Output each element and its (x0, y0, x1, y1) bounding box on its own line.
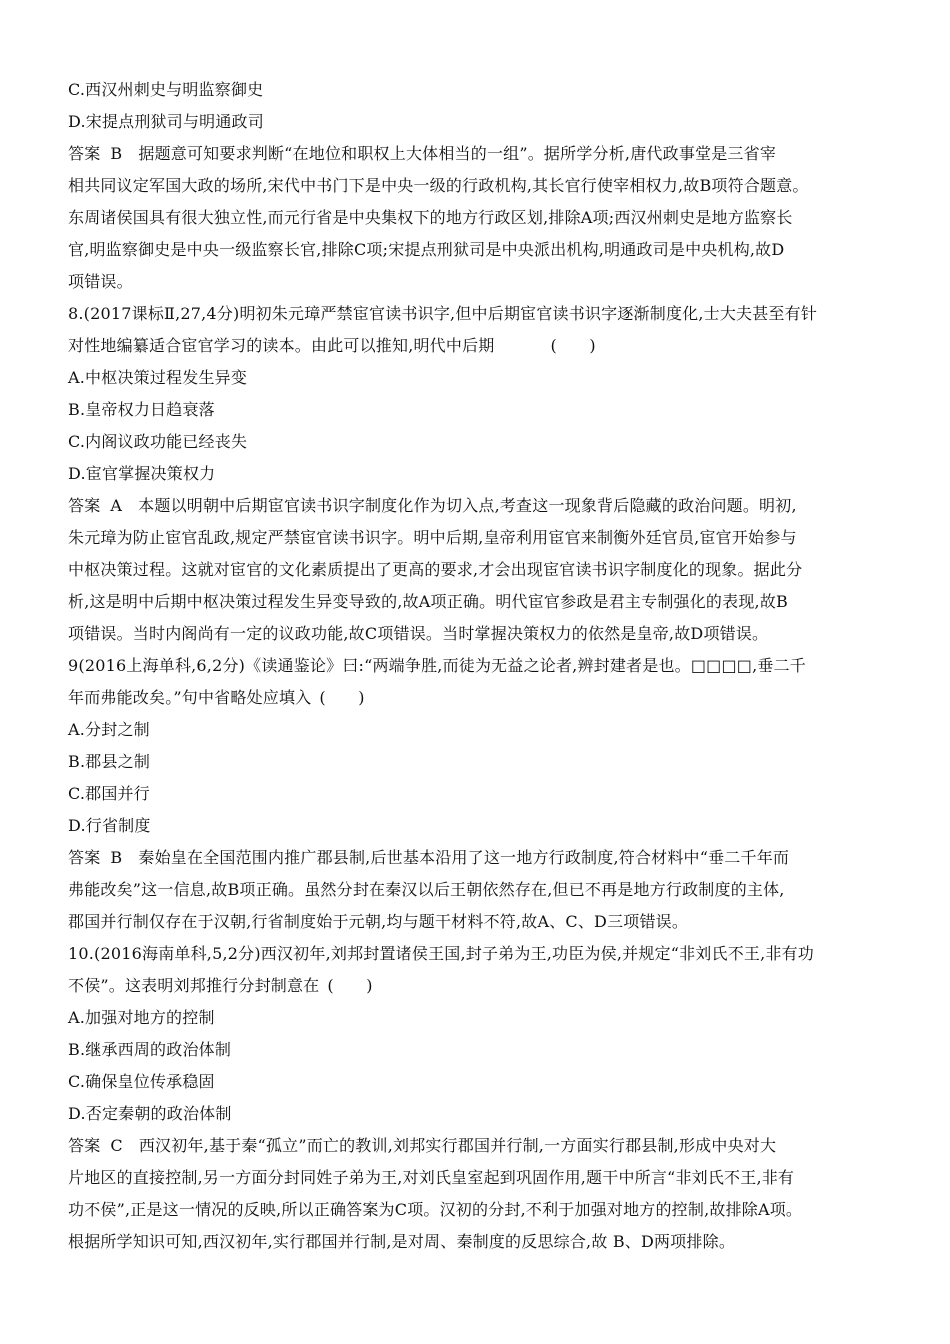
q10-option-a: A.加强对地方的控制 (68, 1008, 215, 1027)
answer-label: 答案 (68, 496, 101, 515)
explanation-text: 析,这是明中后期中枢决策过程发生异变导致的,故A项正确。明代宦官参政是君主专制强化的表现,故B (68, 592, 788, 611)
answer-label: 答案 (68, 1136, 101, 1155)
explanation-text: 秦始皇在全国范围内推广郡县制,后世基本沿用了这一地方行政制度,符合材料中“垂二千年而 (138, 848, 790, 867)
explanation-text: 朱元璋为防止宦官乱政,规定严禁宦官读书识字。明中后期,皇帝利用宦官来制衡外廷官员,宦官开始参与 (68, 528, 797, 547)
q10-stem (68, 970, 878, 1002)
explanation-text: 相共同议定军国大政的场所,宋代中书门下是中央一级的行政机构,其长官行使宰相权力,故B项符合题意。 (68, 176, 809, 195)
answer-key: A (110, 496, 123, 515)
answer-label: 答案 (68, 144, 101, 163)
answer-key: B (110, 848, 123, 867)
explanation-text: 西汉初年,基于秦“孤立”而亡的教训,刘邦实行郡国并行制,一方面实行郡县制,形成中央对大 (138, 1136, 777, 1155)
explanation-text: 中枢决策过程。这就对宦官的文化素质提出了更高的要求,才会出现宦官读书识字制度化的现象。据此分 (68, 560, 803, 579)
q8-stem-text: 对性地编纂适合宦官学习的读本。由此可以推知,明代中后期 (68, 336, 495, 355)
explanation-text: 项错误。 (68, 272, 133, 291)
q10-option-d: D.否定秦朝的政治体制 (68, 1104, 232, 1123)
explanation-text: 东周诸侯国具有很大独立性,而元行省是中央集权下的地方行政区划,排除A项;西汉州刺史是地方监察长 (68, 208, 793, 227)
q9-answer-line (68, 842, 878, 874)
q8-option-a: A.中枢决策过程发生异变 (68, 368, 248, 387)
q9-stem: 9(2016上海单科,6,2分)《读通鉴论》曰:“两端争胜,而徒为无益之论者,辨封建者是也。□□□□,垂二千 (68, 656, 807, 675)
document-page (68, 74, 878, 1258)
q9-stem (68, 682, 878, 714)
q7-answer-line (68, 138, 878, 170)
explanation-text: 片地区的直接控制,另一方面分封同姓子弟为王,对刘氏皇室起到巩固作用,题干中所言“非刘氏不王,非有 (68, 1168, 795, 1187)
explanation-text: 官,明监察御史是中央一级监察长官,排除C项;宋提点刑狱司是中央派出机构,明通政司是中央机构,故D (68, 240, 785, 259)
q8-option-d: D.宦官掌握决策权力 (68, 464, 216, 483)
q10-option-b: B.继承西周的政治体制 (68, 1040, 232, 1059)
q9-stem-text: 年而弗能改矣。”句中省略处应填入 (68, 688, 312, 707)
q9-option-a: A.分封之制 (68, 720, 150, 739)
q9-option-b: B.郡县之制 (68, 752, 151, 771)
q10-stem: 10.(2016海南单科,5,2分)西汉初年,刘邦封置诸侯王国,封子弟为王,功臣为侯,并规定“非刘氏不王,非有功 (68, 944, 814, 963)
answer-key: C (110, 1136, 123, 1155)
explanation-text: 本题以明朝中后期宦官读书识字制度化作为切入点,考查这一现象背后隐藏的政治问题。明初, (138, 496, 797, 515)
explanation-text: 弗能改矣”这一信息,故B项正确。虽然分封在秦汉以后王朝依然存在,但已不再是地方行政制度的主体, (68, 880, 785, 899)
q8-option-c: C.内阁议政功能已经丧失 (68, 432, 248, 451)
explanation-text: 根据所学知识可知,西汉初年,实行郡国并行制,是对周、秦制度的反思综合,故 B、D两项排除。 (68, 1232, 736, 1251)
explanation-text: 项错误。当时内阁尚有一定的议政功能,故C项错误。当时掌握决策权力的依然是皇帝,故D项错误。 (68, 624, 769, 643)
q8-stem (68, 330, 878, 362)
q10-option-c: C.确保皇位传承稳固 (68, 1072, 215, 1091)
q7-option-c: C.西汉州刺史与明监察御史 (68, 80, 264, 99)
answer-blank: ( ) (550, 336, 596, 355)
answer-label: 答案 (68, 848, 101, 867)
explanation-text: 郡国并行制仅存在于汉朝,行省制度始于元朝,均与题干材料不符,故A、C、D三项错误。 (68, 912, 689, 931)
answer-blank: ( ) (327, 976, 373, 995)
q9-option-d: D.行省制度 (68, 816, 151, 835)
q8-stem: 8.(2017课标Ⅱ,27,4分)明初朱元璋严禁宦官读书识字,但中后期宦官读书识字逐渐制度化,士大夫甚至有针 (68, 304, 818, 323)
explanation-text: 据题意可知要求判断“在地位和职权上大体相当的一组”。据所学分析,唐代政事堂是三省宰 (138, 144, 777, 163)
q8-option-b: B.皇帝权力日趋衰落 (68, 400, 215, 419)
q9-option-c: C.郡国并行 (68, 784, 150, 803)
explanation-text: 功不侯”,正是这一情况的反映,所以正确答案为C项。汉初的分封,不利于加强对地方的控制,故排除A项。 (68, 1200, 803, 1219)
q10-stem-text: 不侯”。这表明刘邦推行分封制意在 (68, 976, 320, 995)
q10-answer-line (68, 1130, 878, 1162)
q7-option-d: D.宋提点刑狱司与明通政司 (68, 112, 264, 131)
answer-blank: ( ) (319, 688, 365, 707)
q8-answer-line (68, 490, 878, 522)
answer-key: B (110, 144, 123, 163)
